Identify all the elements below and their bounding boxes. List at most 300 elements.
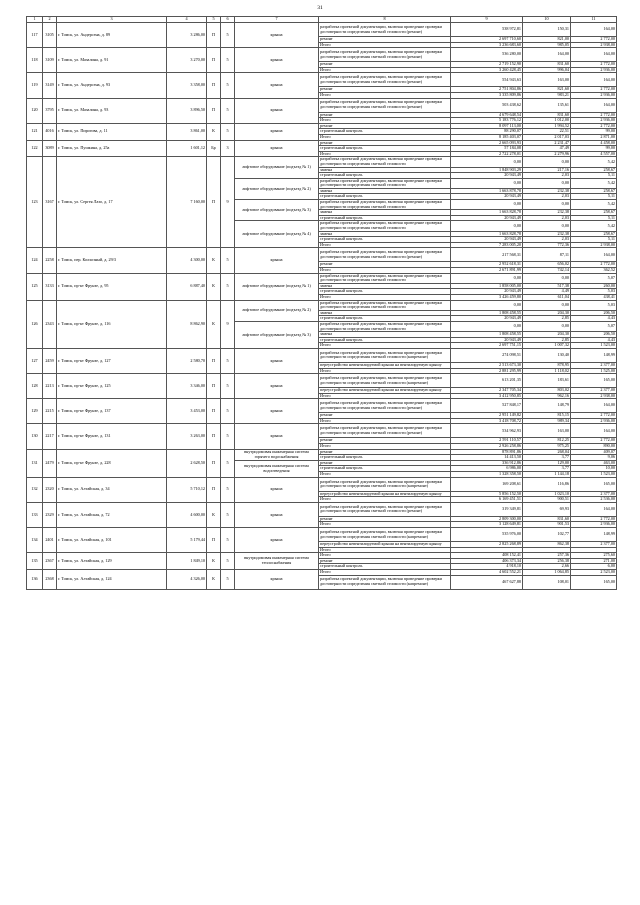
row-number: 121 <box>27 123 43 140</box>
floors-count: 9 <box>221 300 235 348</box>
limit-cost-value: 164,00 <box>571 73 617 87</box>
house-address: г. Томск, ул. Алтайская, д. 34 <box>57 477 167 502</box>
unit-cost-value: 204,30 <box>523 332 571 338</box>
work-description: разработка проектной документации, включая проведение проверки достоверности определения сметной стоимости <box>319 178 451 188</box>
cost-value: 1 808 458,55 <box>451 332 523 338</box>
house-id: 2258 <box>43 248 57 273</box>
unit-cost-value: 150,31 <box>523 23 571 37</box>
limit-cost-value: 2 936,00 <box>571 92 617 98</box>
limit-cost-value: 165,00 <box>571 477 617 491</box>
unit-cost-value: 821,00 <box>523 37 571 43</box>
work-description: строительный контроль <box>319 215 451 221</box>
limit-cost-value: 5,03 <box>571 289 617 295</box>
unit-cost-value: 22,51 <box>523 129 571 135</box>
unit-cost-value: 129,00 <box>523 460 571 466</box>
work-description: разработка проектной документации, включая проведение проверки достоверности определения сметной стоимости (ремонт) <box>319 399 451 413</box>
column-number: 6 <box>221 17 235 23</box>
limit-cost-value: 206,50 <box>571 310 617 316</box>
house-address: г. Томск, пр-кт Фрунзе, д. 137 <box>57 399 167 424</box>
work-type: крыша <box>235 248 319 273</box>
floors-count: 5 <box>221 248 235 273</box>
work-description: строительный контроль <box>319 194 451 200</box>
limit-cost-value: 362,52 <box>571 268 617 274</box>
house-area: 4 300,00 <box>167 248 207 273</box>
limit-cost-value: 5,42 <box>571 178 617 188</box>
wall-material: К <box>207 273 221 300</box>
work-description: разработка проектной документации, включая проведение проверки достоверности определения сметной стоимости (ремонт) <box>319 48 451 62</box>
work-description: Итого <box>319 294 451 300</box>
cost-value: 1 848 903,29 <box>451 167 523 173</box>
unit-cost-value: 878,95 <box>523 362 571 368</box>
work-description: Итого <box>319 472 451 478</box>
house-area: 7 160,00 <box>167 157 207 248</box>
limit-cost-value: 164,00 <box>571 248 617 262</box>
wall-material: П <box>207 98 221 123</box>
cost-value: 1 808 458,55 <box>451 310 523 316</box>
floors-count: 5 <box>221 123 235 140</box>
row-number: 127 <box>27 348 43 373</box>
unit-cost-value: 1 064,85 <box>523 569 571 575</box>
limit-cost-value: 2 936,00 <box>571 118 617 124</box>
house-id: 2217 <box>43 424 57 449</box>
work-description: замена <box>319 167 451 173</box>
limit-cost-value: 260,00 <box>571 283 617 289</box>
unit-cost-value: 148,79 <box>523 399 571 413</box>
work-description: Итого <box>319 92 451 98</box>
work-description: Итого <box>319 42 451 48</box>
cost-value: 6 986,00 <box>451 466 523 472</box>
work-description: разработка проектной документации, включая проведение проверки достоверности определения сметной стоимости (капремонт) <box>319 477 451 491</box>
work-description: Итого <box>319 134 451 140</box>
cost-value: 2 719 152,90 <box>451 62 523 68</box>
limit-cost-value: 2 377,00 <box>571 388 617 394</box>
work-description: разработка проектной документации, включая проведение проверки достоверности определения сметной стоимости (ремонт) <box>319 23 451 37</box>
cost-value: 613 201,35 <box>451 374 523 388</box>
row-number: 136 <box>27 569 43 589</box>
cost-value: 4 918,10 <box>451 564 523 570</box>
house-address: г. Томск, ул. Пушкина, д. 25а <box>57 140 167 157</box>
floors-count: 5 <box>221 348 235 373</box>
cost-value: 2 697 710,60 <box>451 37 523 43</box>
floors-count: 3 <box>221 140 235 157</box>
cost-value: 2 951 149,82 <box>451 413 523 419</box>
limit-cost-value: 165,00 <box>571 575 617 589</box>
cost-value: 8 185 403,07 <box>451 134 523 140</box>
unit-cost-value: 130,40 <box>523 348 571 362</box>
floors-count: 5 <box>221 502 235 527</box>
house-id: 2367 <box>43 553 57 570</box>
cost-value: 536 280,00 <box>451 48 523 62</box>
cost-value: 4 602 552,21 <box>451 569 523 575</box>
limit-cost-value: 271,00 <box>571 558 617 564</box>
unit-cost-value: 135,61 <box>523 98 571 112</box>
wall-material: П <box>207 449 221 477</box>
cost-value: 20 943,49 <box>451 316 523 322</box>
house-area: 3 286,00 <box>167 23 207 48</box>
wall-material: П <box>207 157 221 248</box>
work-type: внутридомовая инженерная система теплоснабжения <box>235 553 319 570</box>
house-id: 3105 <box>43 23 57 48</box>
row-number: 131 <box>27 449 43 477</box>
limit-cost-value: 99,00 <box>571 129 617 135</box>
unit-cost-value: 2,03 <box>523 194 571 200</box>
floors-count: 5 <box>221 569 235 589</box>
house-id: 2479 <box>43 449 57 477</box>
work-description: Итого <box>319 151 451 157</box>
unit-cost-value: 2,85 <box>523 337 571 343</box>
column-number: 3 <box>57 17 167 23</box>
work-description: разработка проектной документации, включая проведение проверки достоверности определения сметной стоимости (ремонт) <box>319 98 451 112</box>
cost-value: 503 438,62 <box>451 98 523 112</box>
work-description: разработка проектной документации, включая проведение проверки достоверности определения сметной стоимости (капремонт) <box>319 374 451 388</box>
row-number: 133 <box>27 502 43 527</box>
cost-value: 57 184,08 <box>451 146 523 152</box>
limit-cost-value: 275,60 <box>571 553 617 559</box>
work-description: переустройство невентилируемой крыши на вентилируемую крышу <box>319 491 451 497</box>
house-address: г. Томск, ул. Сергея Лазо, д. 17 <box>57 157 167 248</box>
cost-value: 2 952 618,31 <box>451 262 523 268</box>
cost-value: 2 825 268,89 <box>451 542 523 548</box>
work-description: переустройство невентилируемой крыши на вентилируемую крышу <box>319 388 451 394</box>
cost-value: 1 858 005,00 <box>451 283 523 289</box>
unit-cost-value: 87,11 <box>523 248 571 262</box>
work-description: ремонт <box>319 438 451 444</box>
work-type: лифтовое оборудование (подъезд № 3) <box>235 321 319 348</box>
table-row <box>27 502 617 516</box>
house-address: г. Томск, пр-кт Фрунзе, д. 95 <box>57 273 167 300</box>
house-id: 3795 <box>43 98 57 123</box>
unit-cost-value: 164,00 <box>523 48 571 62</box>
house-id: 3167 <box>43 157 57 248</box>
wall-material: К <box>207 553 221 570</box>
column-number: 9 <box>451 17 523 23</box>
cost-value: 878 891,86 <box>451 449 523 455</box>
cost-value: 6 169 451,51 <box>451 497 523 503</box>
cost-value: 0,00 <box>451 178 523 188</box>
table-row <box>27 48 617 62</box>
limit-cost-value: 164,00 <box>571 502 617 516</box>
limit-cost-value: 5,11 <box>571 215 617 221</box>
house-address: г. Томск, пр-кт Фрунзе, д. 127 <box>57 348 167 373</box>
house-area: 1 849,10 <box>167 553 207 570</box>
cost-value: 0,00 <box>451 221 523 231</box>
house-area: 3 270,00 <box>167 48 207 73</box>
house-id: 2213 <box>43 374 57 399</box>
unit-cost-value: 0,00 <box>523 157 571 167</box>
unit-cost-value: 2 017,03 <box>523 134 571 140</box>
column-number: 1 <box>27 17 43 23</box>
unit-cost-value: 2,03 <box>523 237 571 243</box>
work-description: Итого <box>319 547 451 553</box>
cost-value: 1 663 828,78 <box>451 210 523 216</box>
unit-cost-value: 996,04 <box>523 67 571 73</box>
work-description: разработка проектной документации, включая проведение проверки достоверности определения сметной стоимости <box>319 200 451 210</box>
cost-value: 88 290,07 <box>451 129 523 135</box>
work-type: крыша <box>235 348 319 373</box>
wall-material: П <box>207 424 221 449</box>
unit-cost-value: 517,38 <box>523 283 571 289</box>
cost-value: 2 513 673,30 <box>451 362 523 368</box>
unit-cost-value: 47,49 <box>523 146 571 152</box>
cost-value: 2 697 751,15 <box>451 343 523 349</box>
house-area: 2 580,70 <box>167 348 207 373</box>
page-number: 31 <box>317 5 323 11</box>
unit-cost-value: 742,14 <box>523 268 571 274</box>
unit-cost-value: 989,34 <box>523 418 571 424</box>
cost-value: 534 962,93 <box>451 424 523 438</box>
limit-cost-value: 5,11 <box>571 194 617 200</box>
house-address: г. Томск, пр-кт Фрунзе, д. 116 <box>57 300 167 348</box>
limit-cost-value: 2 772,00 <box>571 516 617 522</box>
work-type: крыша <box>235 399 319 424</box>
limit-cost-value: 2 772,00 <box>571 123 617 129</box>
work-description: строительный контроль <box>319 455 451 461</box>
column-number: 11 <box>571 17 617 23</box>
row-number: 119 <box>27 73 43 98</box>
unit-cost-value: 821,60 <box>523 87 571 93</box>
unit-cost-value: 257,36 <box>523 553 571 559</box>
house-id: 2343 <box>43 300 57 348</box>
limit-cost-value: 258,67 <box>571 231 617 237</box>
table-row <box>27 374 617 388</box>
house-area: 1 601,12 <box>167 140 207 157</box>
limit-cost-value: 2 377,00 <box>571 542 617 548</box>
house-address: г. Томск, пр-кт Фрунзе, д. 131 <box>57 424 167 449</box>
column-number: 10 <box>523 17 571 23</box>
limit-cost-value: 165,00 <box>571 374 617 388</box>
limit-cost-value: 2 772,00 <box>571 112 617 118</box>
cost-value: 0,00 <box>451 273 523 283</box>
cost-value: 3 236 683,60 <box>451 42 523 48</box>
cost-value: 20 943,49 <box>451 237 523 243</box>
work-description: строительный контроль <box>319 289 451 295</box>
wall-material: К <box>207 300 221 348</box>
work-description: ремонт <box>319 460 451 466</box>
limit-cost-value: 5,11 <box>571 173 617 179</box>
work-description: строительный контроль <box>319 337 451 343</box>
limit-cost-value: 2 772,00 <box>571 62 617 68</box>
column-number: 5 <box>207 17 221 23</box>
unit-cost-value: 69,93 <box>523 502 571 516</box>
wall-material: П <box>207 528 221 553</box>
limit-cost-value: 4 458,00 <box>571 140 617 146</box>
cost-value: 1 663 828,78 <box>451 231 523 237</box>
cost-value: 2 591 110,57 <box>451 438 523 444</box>
floors-count: 5 <box>221 98 235 123</box>
table-row <box>27 157 617 167</box>
cost-value: 0,00 <box>451 321 523 331</box>
work-description: разработка проектной документации, включая проведение проверки достоверности определения сметной стоимости <box>319 300 451 310</box>
house-address: г. Томск, пр-кт Фрунзе, д. 228 <box>57 449 167 477</box>
unit-cost-value: 3,77 <box>523 466 571 472</box>
wall-material: П <box>207 374 221 399</box>
work-type: крыша <box>235 23 319 48</box>
limit-cost-value: 4,43 <box>571 316 617 322</box>
limit-cost-value: 258,67 <box>571 167 617 173</box>
house-address: г. Томск, ул. Мазалина, д. 91 <box>57 48 167 73</box>
cost-value: 3 128 649,81 <box>451 522 523 528</box>
table-row <box>27 23 617 37</box>
work-description: Итого <box>319 393 451 399</box>
table-row <box>27 273 617 283</box>
cost-value: 3 260 428,45 <box>451 67 523 73</box>
unit-cost-value: 183,61 <box>523 374 571 388</box>
unit-cost-value: 901,53 <box>523 522 571 528</box>
work-type: лифтовое оборудование (подъезд № 4) <box>235 221 319 248</box>
house-id: 2329 <box>43 502 57 527</box>
house-id: 2320 <box>43 477 57 502</box>
house-area: 8 862,90 <box>167 300 207 348</box>
unit-cost-value: 232,38 <box>523 231 571 237</box>
limit-cost-value: 2 938,00 <box>571 42 617 48</box>
row-number: 123 <box>27 157 43 248</box>
work-type: лифтовое оборудование (подъезд № 1) <box>235 157 319 178</box>
limit-cost-value: 2 377,00 <box>571 491 617 497</box>
limit-cost-value: 2 772,00 <box>571 413 617 419</box>
work-description: ремонт <box>319 37 451 43</box>
limit-cost-value: 890,00 <box>571 444 617 450</box>
unit-cost-value: 1 118,02 <box>523 368 571 374</box>
limit-cost-value: 206,50 <box>571 332 617 338</box>
limit-cost-value: 4 557,00 <box>571 151 617 157</box>
unit-cost-value: 163,00 <box>523 73 571 87</box>
limit-cost-value: 164,00 <box>571 399 617 413</box>
unit-cost-value: 2 279,96 <box>523 151 571 157</box>
work-type: крыша <box>235 374 319 399</box>
unit-cost-value: 163,00 <box>523 424 571 438</box>
work-description: Итого <box>319 553 451 559</box>
work-description: ремонт <box>319 558 451 564</box>
floors-count: 5 <box>221 48 235 73</box>
wall-material: П <box>207 348 221 373</box>
cost-value: 2 881 295,99 <box>451 368 523 374</box>
work-description: строительный контроль <box>319 146 451 152</box>
house-area: 4 600,00 <box>167 502 207 527</box>
work-description: ремонт <box>319 140 451 146</box>
floors-count: 5 <box>221 374 235 399</box>
limit-cost-value: 2 772,00 <box>571 438 617 444</box>
unit-cost-value: 656,02 <box>523 262 571 268</box>
house-address: г. Томск, ул. Алтайская, д. 101 <box>57 528 167 553</box>
limit-cost-value: 164,00 <box>571 48 617 62</box>
work-description: Итого <box>319 444 451 450</box>
column-number: 7 <box>235 17 319 23</box>
limit-cost-value: 2 523,00 <box>571 569 617 575</box>
row-number: 118 <box>27 48 43 73</box>
row-number: 135 <box>27 553 43 570</box>
work-description: ремонт <box>319 123 451 129</box>
limit-cost-value: 1 523,00 <box>571 472 617 478</box>
work-description: разработка проектной документации, включая проведение проверки достоверности определения сметной стоимости (капремонт) <box>319 575 451 589</box>
unit-cost-value: 0,00 <box>523 200 571 210</box>
house-address: г. Томск, ул. Андерсена, д. 93 <box>57 73 167 98</box>
cost-value: 0,00 <box>451 200 523 210</box>
limit-cost-value: 438,41 <box>571 294 617 300</box>
unit-cost-value: 831,60 <box>523 516 571 522</box>
work-description: ремонт <box>319 449 451 455</box>
house-id: 2459 <box>43 348 57 373</box>
wall-material: П <box>207 73 221 98</box>
unit-cost-value: 2,66 <box>523 564 571 570</box>
cost-value: 5 183 776,12 <box>451 118 523 124</box>
cost-value: 554 943,63 <box>451 73 523 87</box>
house-address: г. Томск, пер. Колхозный, д. 29/3 <box>57 248 167 273</box>
limit-cost-value: 463,00 <box>571 460 617 466</box>
cost-value: 3 335 809,86 <box>451 92 523 98</box>
unit-cost-value: 900,51 <box>523 497 571 503</box>
unit-cost-value: 0,00 <box>523 273 571 283</box>
work-type: лифтовое оборудование (подъезд № 3) <box>235 200 319 221</box>
unit-cost-value: 0,00 <box>523 178 571 188</box>
table-row <box>27 98 617 112</box>
limit-cost-value: 2 938,00 <box>571 242 617 248</box>
wall-material: К <box>207 248 221 273</box>
work-description: переустройство невентилируемой крыши на вентилируемую крышу <box>319 362 451 368</box>
house-area: 4 326,00 <box>167 569 207 589</box>
wall-material: К <box>207 569 221 589</box>
limit-cost-value: 9,06 <box>571 455 617 461</box>
work-description: переустройство невентилируемой крыши на вентилируемую крышу <box>319 542 451 548</box>
unit-cost-value: 1 023,10 <box>523 491 571 497</box>
wall-material: П <box>207 23 221 48</box>
floors-count: 9 <box>221 157 235 248</box>
limit-cost-value: 5,42 <box>571 221 617 231</box>
work-description: Итого <box>319 569 451 575</box>
cost-value: 20 943,49 <box>451 215 523 221</box>
house-address: г. Томск, ул. Андерсена, д. 89 <box>57 23 167 48</box>
limit-cost-value: 2 377,00 <box>571 362 617 368</box>
unit-cost-value: 108,01 <box>523 575 571 589</box>
wall-material: Бр <box>207 140 221 157</box>
cost-value: 408 152,41 <box>451 553 523 559</box>
limit-cost-value: 1 525,00 <box>571 368 617 374</box>
unit-cost-value: 232,38 <box>523 188 571 194</box>
limit-cost-value: 409,07 <box>571 449 617 455</box>
unit-cost-value: 4,49 <box>523 289 571 295</box>
cost-value: 1 328 358,50 <box>451 472 523 478</box>
limit-cost-value: 2 936,00 <box>571 418 617 424</box>
cost-value: 2 926 258,86 <box>451 444 523 450</box>
work-description: замена <box>319 332 451 338</box>
house-id: 3133 <box>43 273 57 300</box>
table-row <box>27 348 617 362</box>
table-row <box>27 424 617 438</box>
work-type: крыша <box>235 123 319 140</box>
cost-value: 0,00 <box>451 157 523 167</box>
work-description: разработка проектной документации, включая проведение проверки достоверности определения сметной стоимости (ремонт) <box>319 73 451 87</box>
limit-cost-value: 164,00 <box>571 98 617 112</box>
table-row <box>27 477 617 491</box>
cost-value: 2 665 093,93 <box>451 140 523 146</box>
house-id: 3109 <box>43 48 57 73</box>
cost-value: 7 283 005,20 <box>451 242 523 248</box>
limit-cost-value: 1 523,00 <box>571 343 617 349</box>
unit-cost-value: 831,60 <box>523 62 571 68</box>
cost-value: 2 671 891,99 <box>451 268 523 274</box>
table-row <box>27 73 617 87</box>
cost-value: 3 412 950,85 <box>451 393 523 399</box>
work-description: Итого <box>319 497 451 503</box>
cost-value: 169 208,61 <box>451 477 523 491</box>
work-description: ремонт <box>319 112 451 118</box>
house-area: 3 861,00 <box>167 123 207 140</box>
cost-value: 3 418 708,72 <box>451 418 523 424</box>
house-address: г. Томск, ул. Алтайская, д. 129 <box>57 553 167 570</box>
cost-value: 535 976,00 <box>451 528 523 542</box>
wall-material: К <box>207 123 221 140</box>
cost-value: 20 943,49 <box>451 289 523 295</box>
unit-cost-value: 3,77 <box>523 455 571 461</box>
